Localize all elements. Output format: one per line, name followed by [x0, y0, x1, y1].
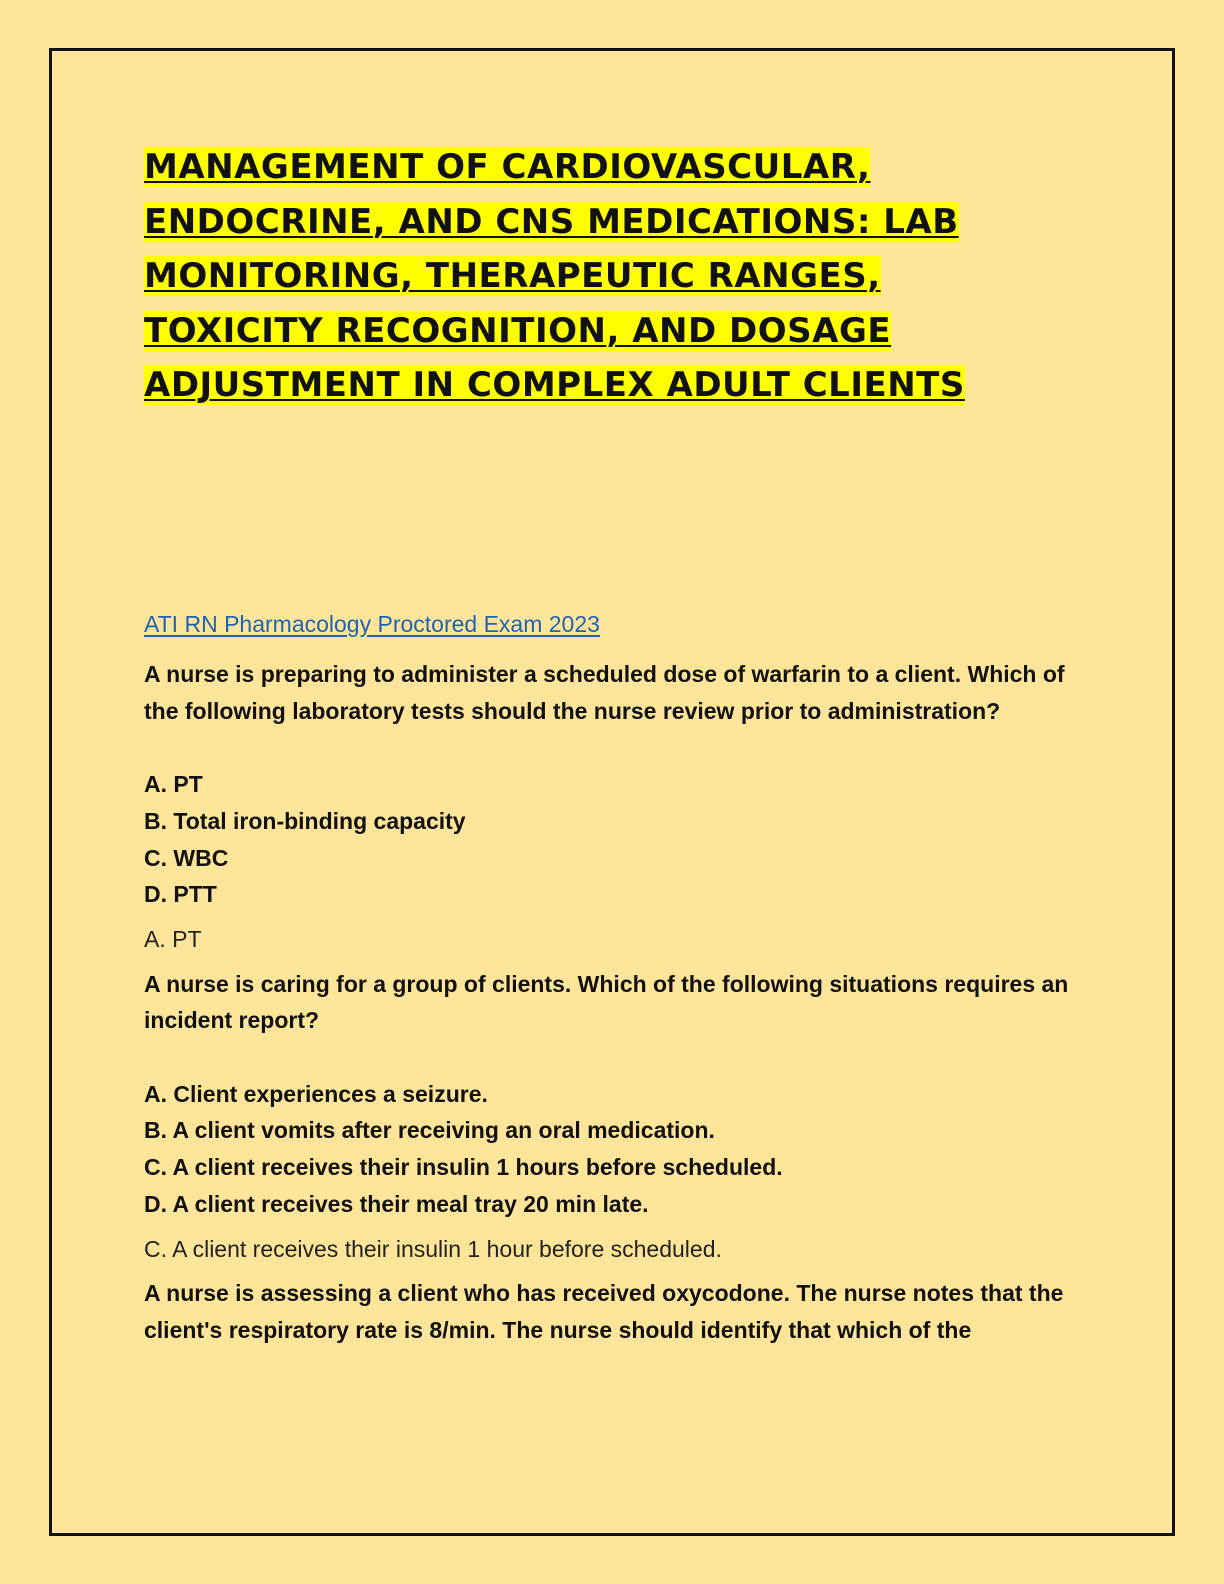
- question-text: A nurse is preparing to administer a scheduled dose of warfarin to a client. Which of the following laboratory tests should the nurse review prior to administration?: [144, 661, 1065, 724]
- title-line: ENDOCRINE, AND CNS MEDICATIONS: LAB: [144, 201, 959, 242]
- answer-options: [144, 766, 1084, 913]
- option-item: B. A client vomits after receiving an oral medication.: [144, 1117, 715, 1144]
- question-block-1: [144, 656, 1084, 958]
- option-item: B. Total iron-binding capacity: [144, 807, 466, 834]
- question-block-3: [144, 1275, 1084, 1348]
- option-item: C. WBC: [144, 844, 229, 871]
- option-item: C. A client receives their insulin 1 hours before scheduled.: [144, 1154, 783, 1181]
- exam-link[interactable]: ATI RN Pharmacology Proctored Exam 2023: [144, 611, 600, 637]
- option-item: A. Client experiences a seizure.: [144, 1080, 488, 1107]
- option-item: D. PTT: [144, 881, 217, 908]
- option-item: A. PT: [144, 771, 203, 798]
- title-line: TOXICITY RECOGNITION, AND DOSAGE: [144, 310, 892, 351]
- title-line: MANAGEMENT OF CARDIOVASCULAR,: [144, 147, 871, 187]
- question-list: [144, 656, 1084, 1349]
- correct-answer: C. A client receives their insulin 1 hour before scheduled.: [144, 1235, 722, 1262]
- question-block-2: [144, 966, 1084, 1268]
- answer-options: [144, 1076, 1084, 1223]
- question-text: A nurse is caring for a group of clients. Which of the following situations requires an incident report?: [144, 970, 1069, 1034]
- title-line: ADJUSTMENT IN COMPLEX ADULT CLIENTS: [144, 365, 965, 405]
- title-line: MONITORING, THERAPEUTIC RANGES,: [144, 256, 881, 296]
- document-title: [144, 140, 1104, 413]
- question-text: A nurse is assessing a client who has received oxycodone. The nurse notes that the client's respiratory rate is 8/min. The nurse should identify that which of the: [144, 1280, 1064, 1343]
- correct-answer: A. PT: [144, 925, 202, 952]
- option-item: D. A client receives their meal tray 20 min late.: [144, 1190, 649, 1217]
